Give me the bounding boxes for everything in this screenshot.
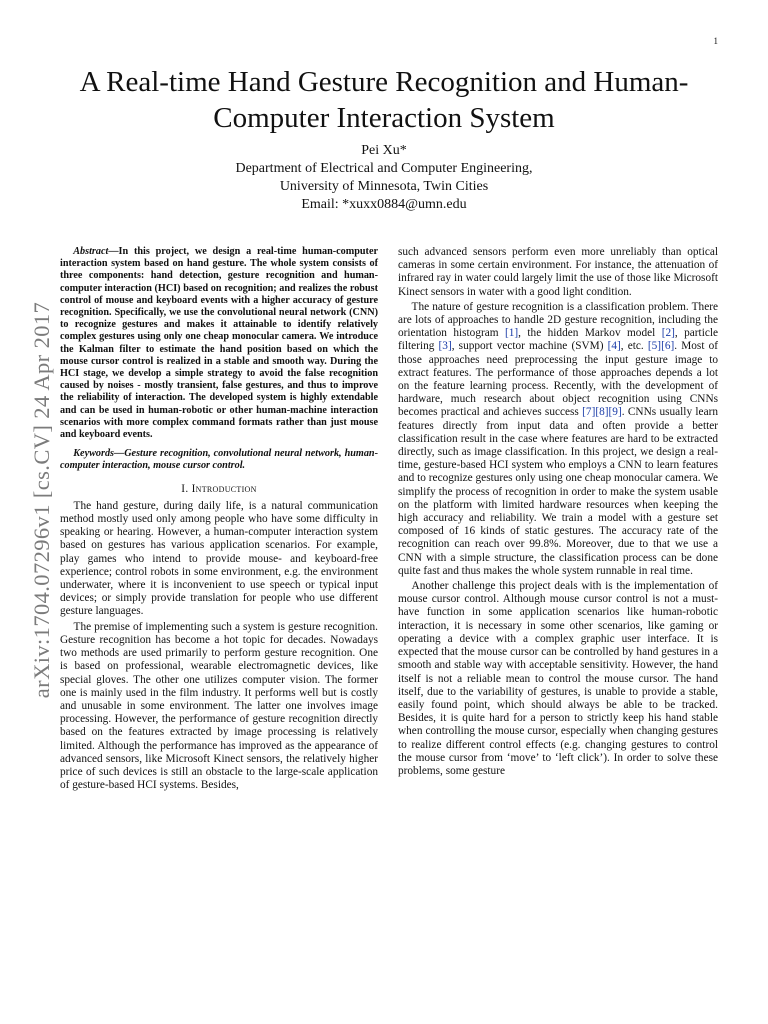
- citation-link-1[interactable]: [1]: [504, 327, 519, 340]
- section-heading-introduction: I. Introduction: [181, 482, 257, 495]
- abstract-text: —In this project, we design a real-time human-computer interaction system based on hand gesture. The whole system consists of three components: hand detection, gesture recognition and human-computer interaction (HCI) based on recognition; and realizes the robust control of mouse and keyboard events with a higher accuracy of gesture recognition. Specifically, we use the convolutional neural network (CNN) to recognize gestures and makes it attainable to identify relatively complex gestures using only one cheap monocular camera. We introduce the Kalman filter to estimate the hand position based on which the mouse cursor control is realized in a stable and smooth way. During the HCI stage, we develop a simple strategy to avoid the false recognition caused by noises - mostly transient, false gestures, and thus to improve the reliability of interaction. The developed system is highly extendable and can be used in human-robotic or other human-machine interaction scenarios with more complex command formats rather than just mouse and keyboard events.: [60, 246, 378, 441]
- citation-link-7[interactable]: [7]: [582, 406, 596, 419]
- intro-paragraph-1: The hand gesture, during daily life, is a natural communication method mostly used only among people who have some difficulty in speaking or hearing. However, a human-computer interaction system based on gestures has various application scenarios. For example, play games who intend to provide mouse- and keyboard-free experience; control robots in some environment, e.g. the environment underwater, where it is inconvenient to use speech or typical input devices; or simply provide translation for people who use different gesture languages.: [60, 499, 378, 618]
- arxiv-stamp: [30, 270, 54, 730]
- citation-link-3[interactable]: [3]: [438, 340, 452, 353]
- author-email: Email: *xuxx0884@umn.edu: [301, 197, 467, 212]
- paragraph-text: , etc.: [620, 340, 648, 353]
- intro-paragraph-3: such advanced sensors perform even more unreliably than optical cameras in some certain environment. For instance, the attenuation of infrared ray in water could largely limit the use of those like Microsoft Kinect sensors in water with a good light condition.: [398, 246, 718, 298]
- intro-paragraph-4: [398, 301, 718, 578]
- citation-link-6[interactable]: [6]: [661, 340, 675, 353]
- paragraph-text: . Most of those approaches need preprocessing the input gesture image to extract features. The performance of those approaches depends a lot on the feature learning process. Recently, with the development of hardware, much research about object recognition using CNNs becomes practical and achieves success: [398, 340, 718, 419]
- affiliation-department: Department of Electrical and Computer Engineering,: [235, 161, 533, 176]
- affiliation-university: University of Minnesota, Twin Cities: [279, 179, 489, 194]
- right-column: [398, 246, 718, 780]
- author-name: Pei Xu*: [361, 143, 407, 158]
- citation-link-5[interactable]: [5]: [647, 340, 662, 353]
- paragraph-text: , support vector machine (SVM): [451, 340, 608, 353]
- arxiv-identifier: arXiv:1704.07296v1 [cs.CV] 24 Apr 2017: [29, 301, 55, 699]
- paragraph-text: . CNNs usually learn features directly from input data and often provide a better classification result in the case where features are hard to be extracted directly, such as image classification. In this project, we design a real-time, gesture-based HCI system who employs a CNN to learn features and to recognize gestures only using one cheap monocular camera. We simplify the process of recognition in order to make the system usable on the platform with limited hardware resources when keeping the high accuracy and reliability. We train a model with a gesture set composed of 16 kinds of static gestures. The accuracy rate of the recognition can reach over 99.8%. Moreover, due to that we use a CNN with a simple structure, the classification process can be done quite fast and thus makes the whole system runnable in real time.: [398, 406, 718, 577]
- page-number: 1: [713, 36, 718, 46]
- paper-title: A Real-time Hand Gesture Recognition and Human-Computer Interaction System: [79, 66, 689, 134]
- keywords: Keywords—Gesture recognition, convolutional neural network, human-computer interaction, mouse cursor control.: [60, 448, 378, 472]
- paragraph-text: , the hidden Markov model: [518, 327, 662, 340]
- left-column: [60, 246, 378, 794]
- paragraph-text: , particle filtering: [398, 327, 718, 353]
- abstract-label: Abstract: [73, 246, 109, 257]
- paragraph-text: The nature of gesture recognition is a classification problem. There are lots of approaches to handle 2D gesture recognition, including the orientation histogram: [398, 300, 718, 340]
- title-block: [60, 64, 708, 214]
- abstract: [60, 246, 378, 441]
- intro-paragraph-5: Another challenge this project deals with is the implementation of mouse cursor control. Although mouse cursor control is not a must-have function in some application scenarios like human-robotic interaction, it is necessary in some other scenarios, like gaming or operating a device with a complex graphic user interface. It is expected that the mouse cursor can be controlled by hand gestures in a smooth and stable way with acceptable sensitivity. However, the hand itself is not a reliable mean to control the mouse cursor. The hand itself, due to the variability of gestures, is unable to provide a stable, easily found point, which should always be able to be tracked. Besides, it is quite hard for a person to strictly keep his hand stable when controlling the mouse cursor, especially when changing gestures to realize different control effects (e.g. changing gestures to control the mouse cursor from ‘move’ to ‘left click’). In order to solve these problems, some gesture: [398, 580, 718, 777]
- citation-link-9[interactable]: [9]: [608, 406, 622, 419]
- citation-link-8[interactable]: [8]: [595, 406, 609, 419]
- citation-link-4[interactable]: [4]: [607, 340, 621, 353]
- citation-link-2[interactable]: [2]: [661, 327, 675, 340]
- intro-paragraph-2: The premise of implementing such a system is gesture recognition. Gesture recognition has become a hot topic for decades. Nowadays two methods are used primarily to perform gesture recognition. One is based on professional, wearable electromagnetic devices, like special gloves. The other one utilizes computer vision. The former one is mainly used in the film industry. It performs well but is costly and unusable in some environment. The latter one involves image processing. However, the performance of gesture recognition directly based on the features extracted by image processing is relatively limited. Although the performance has improved as the appearance of advanced sensors, like Microsoft Kinect sensors, the relatively higher price of such devices is still an obstacle to the large-scale application of gesture-based HCI systems. Besides,: [60, 620, 378, 792]
